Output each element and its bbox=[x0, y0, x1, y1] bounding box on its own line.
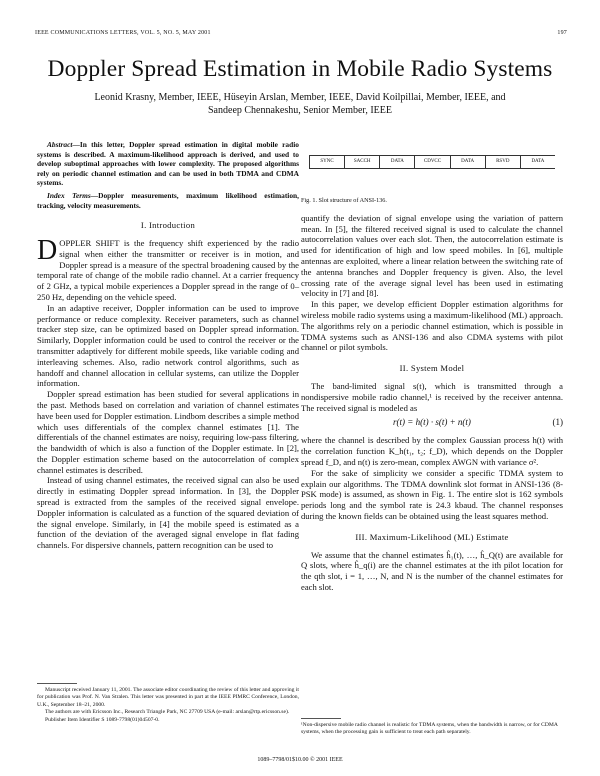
footnote-right: ¹Non-dispersive mobile radio channel is realistic for TDMA systems, when the bandwidth is narrow, or for CDMA systems, when the processing gain is sufficient to treat each path separately. bbox=[301, 722, 558, 736]
section-heading-introduction: I. Introduction bbox=[140, 220, 196, 231]
authors-line-2: Sandeep Chennakeshu, Senior Member, IEEE bbox=[208, 105, 392, 116]
footnote-rule-right bbox=[301, 718, 341, 719]
copyright-line: 1089–7798/01$10.00 © 2001 IEEE bbox=[257, 757, 343, 763]
slot-field: DATA bbox=[379, 156, 414, 168]
drop-cap: D bbox=[37, 234, 58, 266]
equation-1-body: r(t) = h(t) · s(t) + n(t) bbox=[393, 417, 471, 428]
section-heading-ml-estimate: III. Maximum-Likelihood (ML) Estimate bbox=[355, 531, 509, 542]
slot-field: DATA bbox=[520, 156, 555, 168]
ml-paragraph-1: We assume that the channel estimates ĥ₁(t), …, ĥ_Q(t) are available for Q slots, where ĥ_q(i) are the channel estimates at the ith pilot location for the qth slot, i = 1, …, N, and N is the number of the channel estimates for each slot. bbox=[301, 549, 563, 592]
intro-paragraph-3: Doppler spread estimation has been studied for several applications in the past. Methods based on correlation and variation of channel estimates have been used for Doppler estimation. Lindbom describes a simple method which uses differentials of the complex channel estimates [1]. The differentials of the channel estimates are noisy, requiring low-pass filtering, the bandwidth of which is also a function of the Doppler estimate. In [2], the Doppler estimation scheme based on the autocorrelation of complex channel estimates is described. bbox=[37, 389, 299, 475]
right-column bbox=[301, 140, 563, 593]
equation-1 bbox=[301, 417, 563, 431]
section-heading-system-model: II. System Model bbox=[399, 363, 465, 374]
slot-field: RSVD bbox=[485, 156, 520, 168]
abstract-label: Abstract— bbox=[47, 140, 80, 149]
index-terms-text: Doppler measurements, maximum likelihood estimation, tracking, velocity measurements. bbox=[37, 190, 299, 210]
journal-header: IEEE COMMUNICATIONS LETTERS, VOL. 5, NO. 5, MAY 2001 bbox=[35, 30, 211, 36]
slot-field: SACCH bbox=[344, 156, 379, 168]
paper-title: Doppler Spread Estimation in Mobile Radio Systems bbox=[47, 56, 553, 82]
slot-structure-diagram bbox=[309, 155, 555, 169]
figure-slot-structure bbox=[301, 140, 563, 196]
authors-line-1: Leonid Krasny, Member, IEEE, Hüseyin Arslan, Member, IEEE, David Koilpillai, Member, IEEE, and bbox=[94, 92, 506, 103]
slot-field: SYNC bbox=[309, 156, 344, 168]
figure-caption: Fig. 1. Slot structure of ANSI-136. bbox=[301, 197, 387, 204]
index-terms-label: Index Terms— bbox=[47, 190, 99, 200]
equation-1-number: (1) bbox=[552, 417, 563, 428]
intro-paragraph-2: In an adaptive receiver, Doppler information can be used to improve performance or reduce complexity. Receiver parameters, such as channel tracker step size, can be optimized based on Doppler spread information. Similarly, Doppler information could be used to control the receiver or the transmitter adaptively for different mobile speeds, like variable coding and interleaving schemes. Also, radio network control algorithms, such as handoff and channel allocation in cellular systems, can utilize the Doppler information. bbox=[37, 302, 299, 389]
intro-paragraph-1-text: OPPLER SHIFT is the frequency shift experienced by the radio signal when either the transmitter or receiver is in motion, and Doppler spread is a measure of the spectral broadening caused by the temporal rate of change of the mobile radio channel. At a carrier frequency of 2 GHz, a typical mobile experiences a Doppler spread in the range of 0–250 Hz, depending on the vehicle speed. bbox=[37, 237, 299, 302]
left-column bbox=[37, 140, 299, 551]
right-paragraph-1: quantify the deviation of signal envelope using the variation of pattern mean. In [5], the filtered received signal is used to calculate the channel autocorrelation values over each slot. Then, the autocorrelation estimate is used for identification of high and low speed mobiles. In [6], multiple antennas are exploited, where a linear relation between the switching rate of the antenna branches and Doppler frequency is given. Also, the level crossing rate of the average signal level has been used in estimating velocity in [7] and [8]. bbox=[301, 212, 563, 299]
system-model-paragraph-1: The band-limited signal s(t), which is transmitted through a nondispersive mobile radio channel,¹ is received by the receiver antenna. The received signal is modeled as bbox=[301, 380, 563, 413]
system-model-paragraph-3: For the sake of simplicity we consider a specific TDMA system to explain our algorithms. The TDMA downlink slot format in ANSI-136 (8-PSK mode) is assumed, as shown in Fig. 1. The entire slot is 162 symbols periods long and the symbol rate is 24.3 kbaud. The channel responses during the known fields can be obtained using the least squares method. bbox=[301, 467, 563, 521]
footnotes-left bbox=[37, 687, 299, 724]
system-model-paragraph-2: where the channel is described by the complex Gaussian process h(t) with the correlation function K_h(t₁, t₂; f_D), which depends on the Doppler spread f_D, and n(t) is zero-mean, complex AWGN with variance σ². bbox=[301, 435, 563, 467]
intro-paragraph-4: Instead of using channel estimates, the received signal can also be used directly in estimating Doppler spread information. In [3], the Doppler spread is extracted from the samples of the received signal envelope. Doppler information is calculated as a function of the squared deviation of the signal envelope. Similarly, in [4] the mobile speed is estimated as a function of the deviation of the averaged signal envelope in flat fading channels. For dispersive channels, pattern recognition can be used to bbox=[37, 475, 299, 551]
intro-paragraph-1 bbox=[37, 234, 299, 303]
right-paragraph-2: In this paper, we develop efficient Doppler estimation algorithms for wireless mobile radio systems using a maximum-likelihood (ML) approach. The algorithms rely on a periodic channel estimation, which is possible in TDMA systems such as ANSI-136 and also CDMA systems with pilot channel or pilot symbols. bbox=[301, 299, 563, 353]
footnote-affiliation: The authors are with Ericsson Inc., Research Triangle Park, NC 27709 USA (e-mail: arslan@rtp.ericsson.se). bbox=[45, 709, 290, 716]
slot-field: DATA bbox=[450, 156, 485, 168]
index-terms bbox=[37, 191, 299, 210]
footnote-publisher-id: Publisher Item Identifier S 1089-7798(01)04507-0. bbox=[45, 716, 160, 723]
footnote-rule-left bbox=[37, 683, 77, 684]
page-number: 197 bbox=[557, 30, 567, 36]
slot-field: CDVCC bbox=[414, 156, 449, 168]
abstract bbox=[37, 140, 299, 188]
footnote-manuscript: Manuscript received January 11, 2001. The associate editor coordinating the review of this letter and approving it for publication was Prof. N. Van Stralen. This letter was presented in part at the IEEE PIMRC Conference, London, U.K., September 18–21, 2000. bbox=[37, 687, 299, 708]
author-list bbox=[60, 91, 540, 117]
abstract-text: In this letter, Doppler spread estimation in digital mobile radio systems is described. A maximum-likelihood approach is derived, and used to develop suboptimal approaches with lower complexity. The proposed algorithms rely on periodic channel estimation and can be used in both TDMA and CDMA systems. bbox=[37, 140, 299, 188]
